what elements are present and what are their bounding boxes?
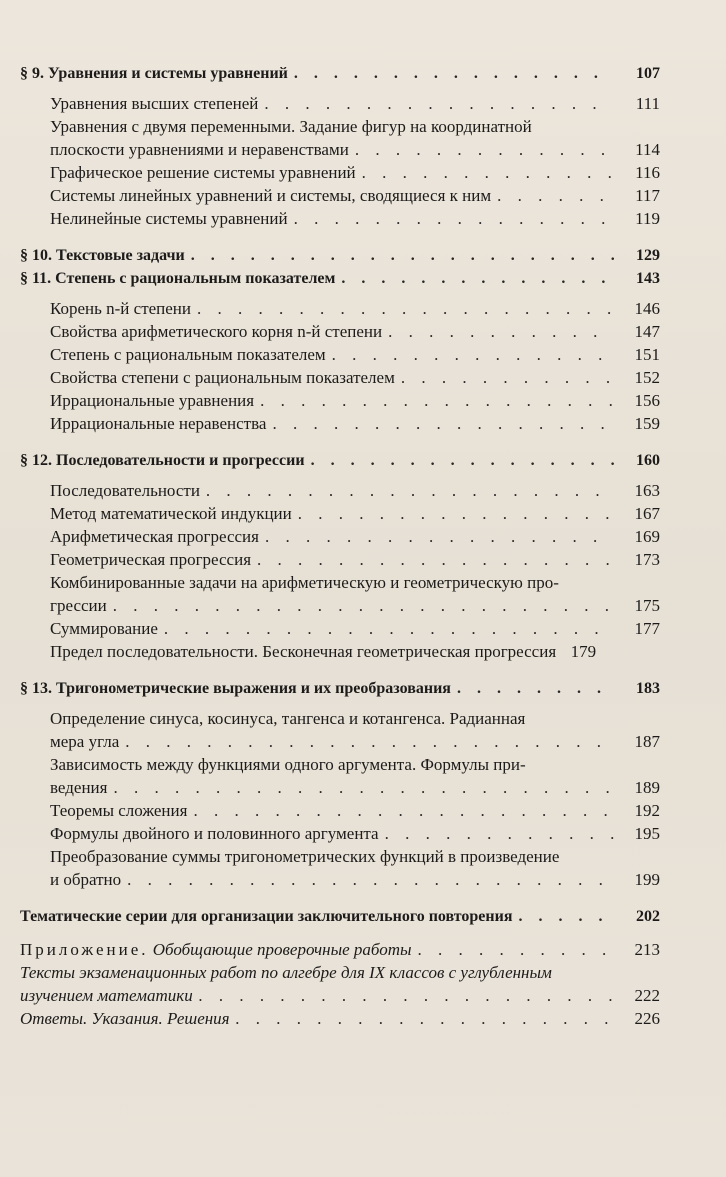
toc-page-number: 146: [634, 299, 660, 318]
leader-dots: [362, 161, 614, 184]
leader-dots: [298, 502, 614, 525]
toc-page-number: 143: [636, 270, 660, 287]
leader-dots: [260, 389, 614, 412]
toc-item-title-line1: Преобразование суммы тригонометрических функций в произведение: [50, 847, 560, 866]
toc-page-number: 173: [634, 550, 660, 569]
leader-dots: [125, 730, 614, 753]
leader-dots: [332, 343, 614, 366]
toc-page-number: 213: [634, 940, 660, 959]
toc-item: [20, 822, 660, 845]
leader-dots: [355, 138, 614, 161]
leader-dots: [401, 366, 614, 389]
toc-section-title: § 13. Тригонометрические выражения и их преобразования: [20, 680, 451, 697]
leader-dots: [257, 548, 614, 571]
toc-item-title: Графическое решение системы уравнений: [50, 163, 356, 182]
toc-item-title: Корень n-й степени: [50, 299, 192, 318]
toc-item: [20, 184, 660, 207]
toc-item-title: Метод математической индукции: [50, 504, 292, 523]
toc-item-title-line2: мера угла: [50, 732, 120, 751]
toc-page-number: 114: [635, 140, 660, 159]
toc-item: [20, 799, 660, 822]
toc-item-title-line1: Определение синуса, косинуса, тангенса и котангенса. Радианная: [50, 709, 526, 728]
leader-dots: [127, 868, 614, 891]
toc-item: [20, 548, 660, 571]
leader-dots: [199, 984, 614, 1007]
table-of-contents: [20, 62, 660, 1030]
toc-page-number: 147: [634, 322, 660, 341]
toc-item: [20, 389, 660, 412]
toc-item-title: Ответы. Указания. Решения: [20, 1009, 230, 1028]
toc-appendix: [20, 938, 660, 961]
toc-item: [20, 502, 660, 525]
toc-exam-texts: [20, 961, 660, 1007]
toc-page-number: 160: [636, 452, 660, 469]
toc-item: [20, 320, 660, 343]
leader-dots: [388, 320, 614, 343]
appendix-title: Обобщающие проверочные работы: [152, 940, 412, 959]
toc-item-title-line2: плоскости уравнениями и неравенствами: [50, 140, 349, 159]
leader-dots: [519, 905, 615, 928]
toc-answers: [20, 1007, 660, 1030]
toc-item-title-line1: Уравнения с двумя переменными. Задание фигур на координатной: [50, 117, 532, 136]
toc-item: [20, 207, 660, 230]
leader-dots: [193, 799, 614, 822]
leader-dots: [457, 677, 614, 700]
toc-page-number: 202: [636, 908, 660, 925]
toc-section-title: § 10. Текстовые задачи: [20, 247, 185, 264]
toc-item-title: Системы линейных уравнений и системы, сводящиеся к ним: [50, 186, 492, 205]
toc-page-number: 179: [570, 642, 597, 661]
toc-item: [20, 617, 660, 640]
toc-item: [20, 525, 660, 548]
leader-dots: [272, 412, 614, 435]
toc-section-9: [20, 62, 660, 85]
leader-dots: [294, 62, 614, 85]
leader-dots: [206, 479, 614, 502]
toc-page-number: 167: [634, 504, 660, 523]
toc-item: [20, 366, 660, 389]
toc-page-number: 156: [634, 391, 660, 410]
leader-dots: [385, 822, 614, 845]
toc-item: [20, 412, 660, 435]
toc-page-number: 117: [635, 186, 660, 205]
toc-page-number: 163: [634, 481, 660, 500]
toc-item: [20, 707, 660, 753]
toc-item-title: Иррациональные уравнения: [50, 391, 255, 410]
toc-item: [20, 753, 660, 799]
toc-section-10: [20, 244, 660, 267]
toc-section-13: [20, 677, 660, 700]
toc-page-number: 175: [634, 596, 660, 615]
toc-page-number: 111: [635, 94, 660, 113]
toc-item-title: Свойства степени с рациональным показателем: [50, 368, 395, 387]
toc-item-title: Суммирование: [50, 619, 158, 638]
toc-section-title: § 9. Уравнения и системы уравнений: [20, 65, 288, 82]
toc-item: [20, 845, 660, 891]
toc-item-title: Уравнения высших степеней: [50, 94, 259, 113]
leader-dots: [236, 1007, 614, 1030]
toc-page-number: 152: [634, 368, 660, 387]
toc-item-title-line1: Зависимость между функциями одного аргумента. Формулы при-: [50, 755, 526, 774]
toc-item-title-line2: ведения: [50, 778, 108, 797]
leader-dots: [418, 938, 614, 961]
toc-section-title: § 12. Последовательности и прогрессии: [20, 452, 305, 469]
leader-dots: [113, 776, 614, 799]
toc-item: [20, 297, 660, 320]
toc-item-title: Геометрическая прогрессия: [50, 550, 252, 569]
toc-page-number: 116: [635, 163, 660, 182]
toc-page-number: 189: [634, 778, 660, 797]
leader-dots: [341, 267, 614, 290]
toc-page-number: 199: [634, 870, 660, 889]
toc-item-title: Иррациональные неравенства: [50, 414, 267, 433]
toc-page-number: 222: [634, 986, 660, 1005]
toc-item: [20, 571, 660, 617]
toc-item-title-line1: Тексты экзаменационных работ по алгебре для IX классов с углубленным: [20, 963, 552, 982]
leader-dots: [497, 184, 614, 207]
toc-item-title: Арифметическая прогрессия: [50, 527, 259, 546]
toc-item-title-line1: Комбинированные задачи на арифметическую и геометрическую про-: [50, 573, 559, 592]
leader-dots: [311, 449, 614, 472]
toc-page-number: 119: [635, 209, 660, 228]
toc-page-number: 107: [636, 65, 660, 82]
toc-item-title-line2: изучением математики: [20, 986, 193, 1005]
appendix-label: Приложение.: [20, 940, 149, 959]
toc-page-number: 129: [636, 247, 660, 264]
toc-page-number: 177: [634, 619, 660, 638]
toc-item-title: Предел последовательности. Бесконечная геометрическая прогрессия: [50, 642, 557, 661]
leader-dots: [264, 92, 614, 115]
toc-item-title: Степень с рациональным показателем: [50, 345, 326, 364]
leader-dots: [294, 207, 614, 230]
leader-dots: [164, 617, 614, 640]
toc-item-title-line2: грессии: [50, 596, 107, 615]
leader-dots: [197, 297, 614, 320]
toc-page-number: 183: [636, 680, 660, 697]
toc-item: [20, 343, 660, 366]
toc-item-title: Теоремы сложения: [50, 801, 188, 820]
toc-item-title: Свойства арифметического корня n-й степени: [50, 322, 383, 341]
leader-dots: [265, 525, 614, 548]
toc-section-title: Тематические серии для организации заключительного повторения: [20, 908, 513, 925]
toc-page-number: 159: [634, 414, 660, 433]
toc-page-number: 226: [634, 1009, 660, 1028]
toc-item: [20, 161, 660, 184]
toc-page-number: 151: [634, 345, 660, 364]
toc-item-title-line2: и обратно: [50, 870, 122, 889]
leader-dots: [191, 244, 614, 267]
toc-item: [20, 115, 660, 161]
toc-section-12: [20, 449, 660, 472]
toc-item-title: Нелинейные системы уравнений: [50, 209, 288, 228]
toc-item-title: Формулы двойного и половинного аргумента: [50, 824, 379, 843]
toc-thematic-series: [20, 905, 660, 928]
toc-item: [20, 640, 660, 663]
toc-item: [20, 92, 660, 115]
toc-page-number: 195: [634, 824, 660, 843]
leader-dots: [113, 594, 614, 617]
toc-section-11: [20, 267, 660, 290]
toc-page-number: 192: [634, 801, 660, 820]
toc-page-number: 169: [634, 527, 660, 546]
toc-section-title: § 11. Степень с рациональным показателем: [20, 270, 336, 287]
toc-item-title: Последовательности: [50, 481, 200, 500]
toc-item: [20, 479, 660, 502]
toc-page-number: 187: [634, 732, 660, 751]
